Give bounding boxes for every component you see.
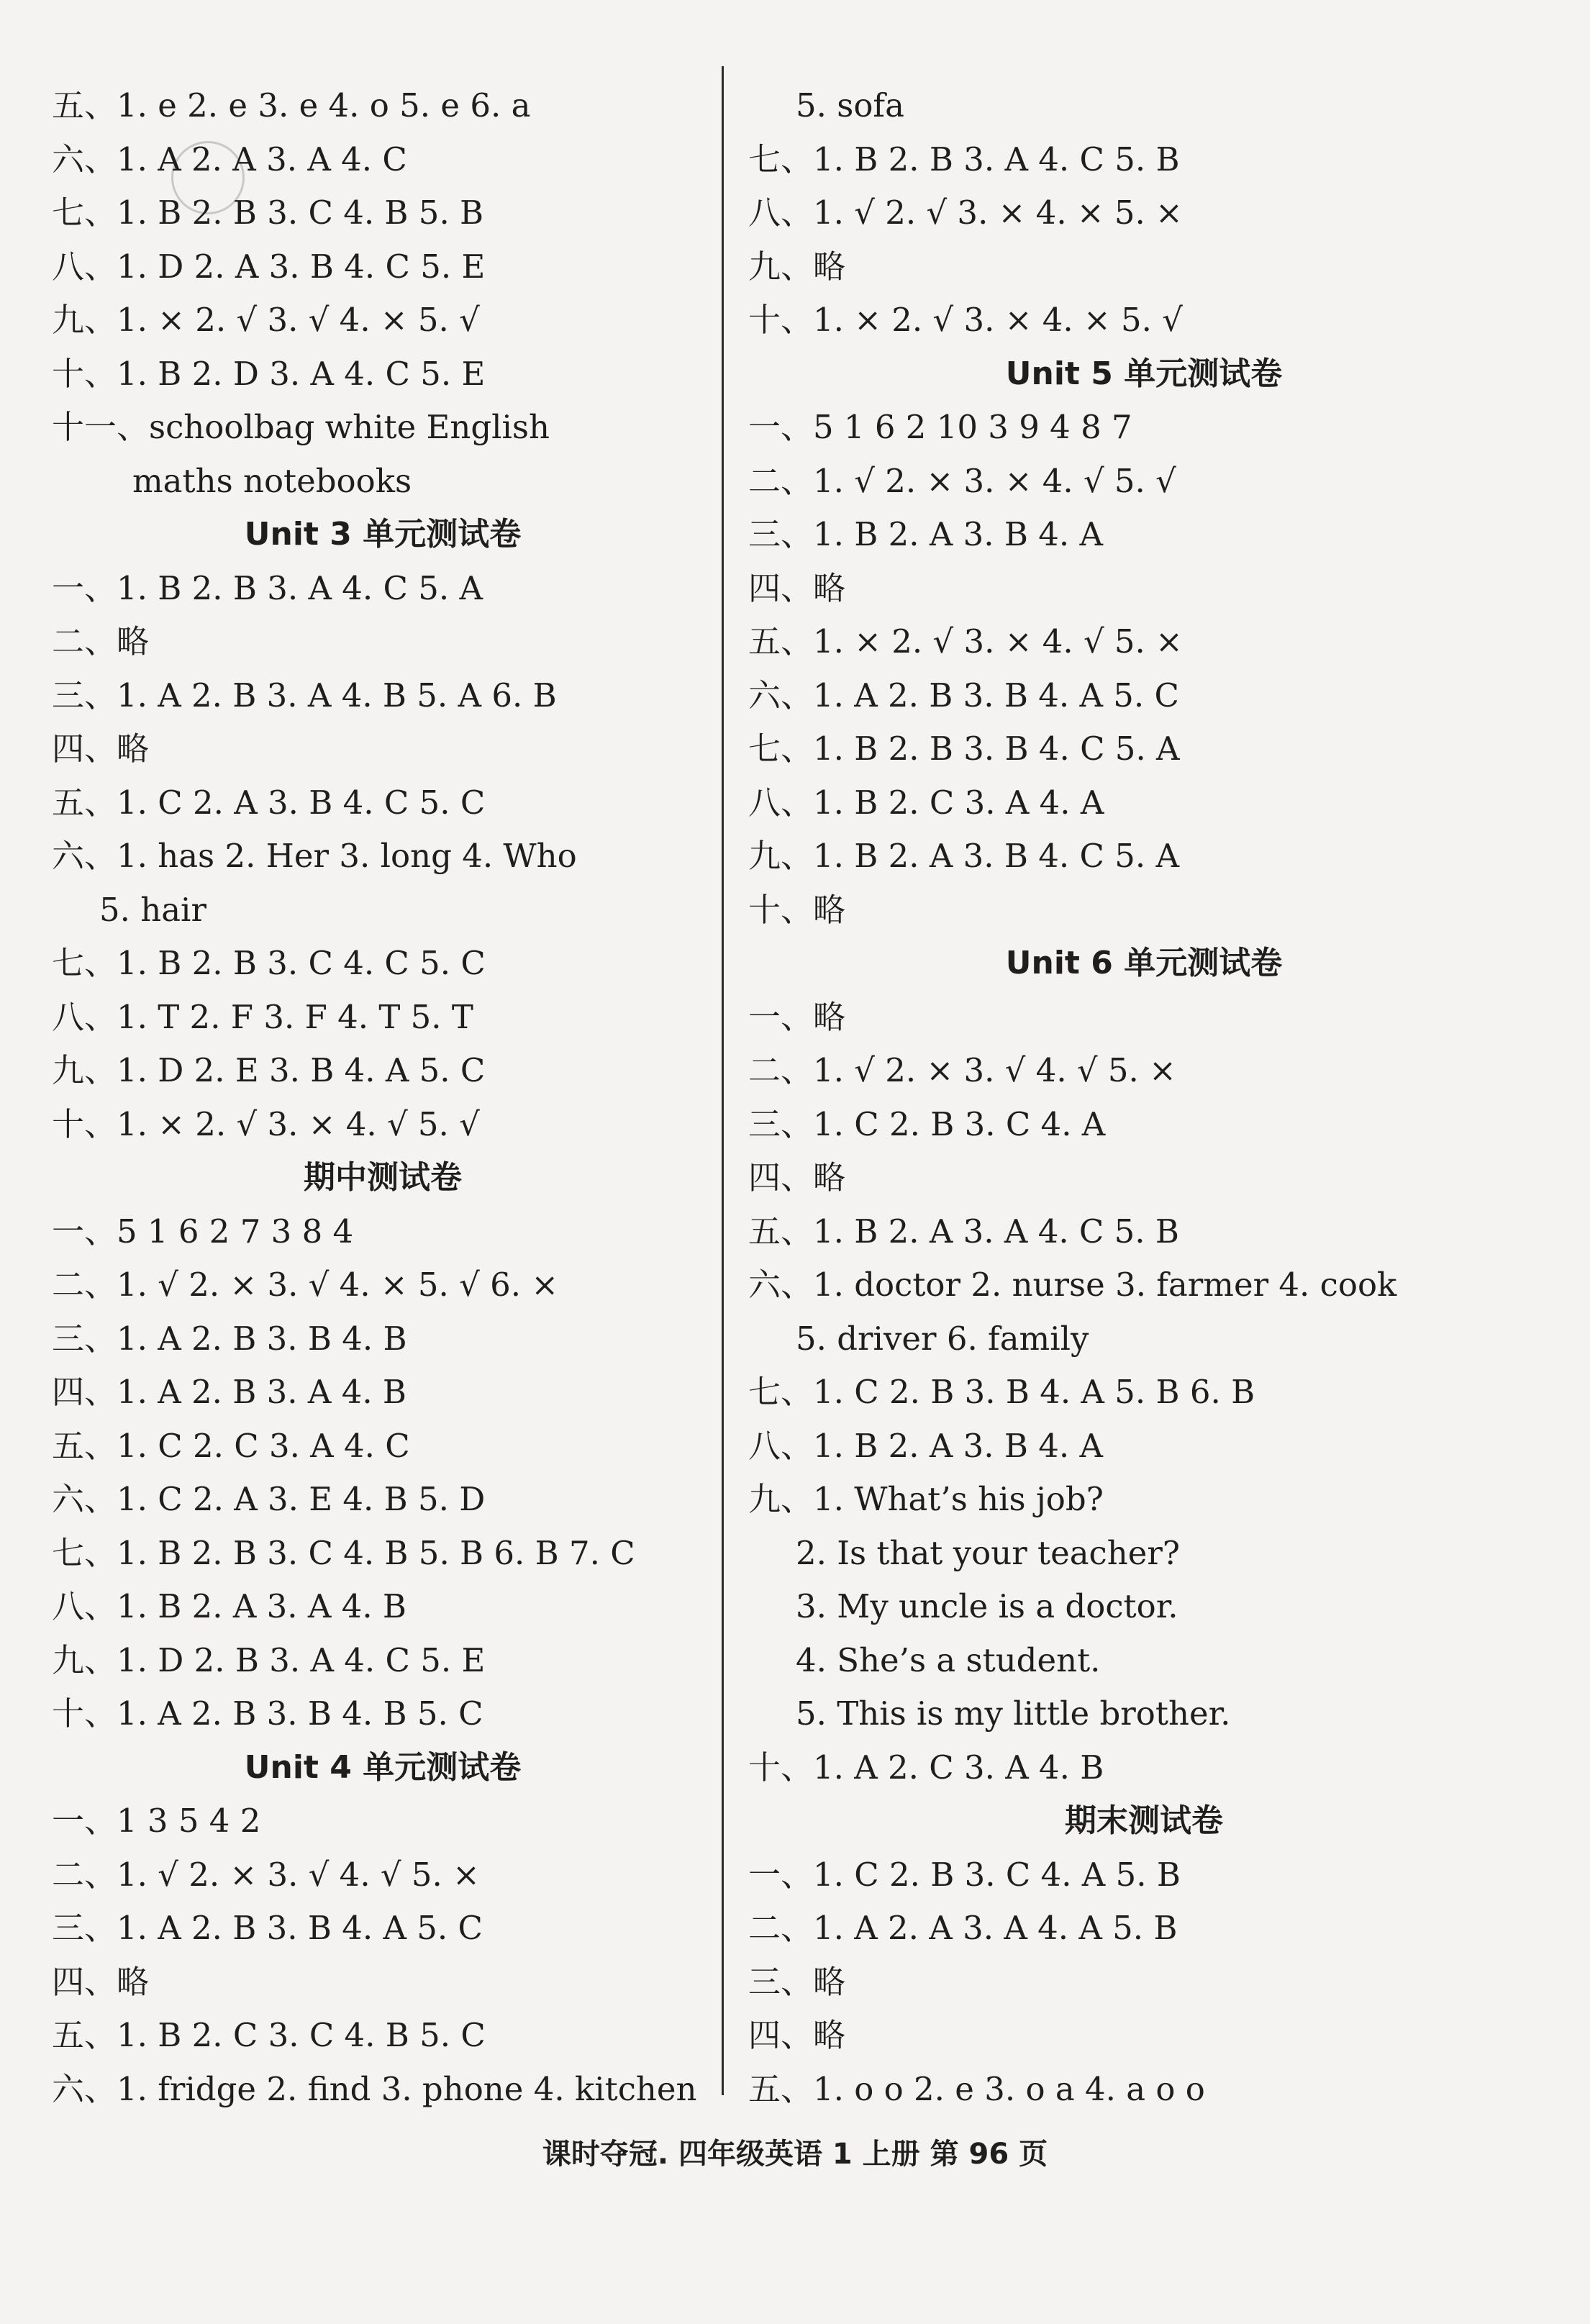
answer-line: 七、1. B 2. B 3. C 4. B 5. B (52, 194, 484, 232)
answer-line: 5. sofa (796, 86, 904, 124)
section-heading: 期末测试卷 (1065, 1802, 1223, 1839)
answer-line: 四、略 (748, 568, 846, 607)
answer-line: 七、1. B 2. B 3. A 4. C 5. B (748, 140, 1180, 178)
answer-line: 2. Is that your teacher? (796, 1533, 1181, 1572)
answer-line: 一、5 1 6 2 10 3 9 4 8 7 (748, 408, 1132, 446)
answer-line: 五、1. C 2. A 3. B 4. C 5. C (52, 783, 486, 822)
answer-line: 二、1. √ 2. × 3. × 4. √ 5. √ (748, 461, 1176, 500)
answer-line: 六、1. has 2. Her 3. long 4. Who (52, 837, 577, 875)
answer-line: 一、1 3 5 4 2 (52, 1802, 261, 1840)
answer-line: 九、1. What’s his job? (748, 1480, 1104, 1518)
answer-line: 二、略 (52, 622, 150, 661)
answer-line: 三、1. A 2. B 3. B 4. A 5. C (52, 1909, 483, 1947)
answer-line: 十、1. B 2. D 3. A 4. C 5. E (52, 354, 486, 393)
answer-line: 十、1. A 2. C 3. A 4. B (748, 1748, 1104, 1787)
answer-line: 一、1. B 2. B 3. A 4. C 5. A (52, 568, 483, 607)
left-column (52, 79, 714, 2116)
answer-line: 五、1. o o 2. e 3. o a 4. a o o (748, 2069, 1205, 2108)
answer-line: maths notebooks (132, 461, 412, 500)
answer-line: 五、1. × 2. √ 3. × 4. √ 5. × (748, 622, 1183, 661)
answer-line: 八、1. B 2. C 3. A 4. A (748, 783, 1104, 822)
answer-line: 九、1. × 2. √ 3. √ 4. × 5. √ (52, 301, 480, 339)
answer-line: 二、1. √ 2. × 3. √ 4. × 5. √ 6. × (52, 1266, 559, 1304)
answer-line: 六、1. doctor 2. nurse 3. farmer 4. cook (748, 1266, 1397, 1304)
answer-line: 九、1. B 2. A 3. B 4. C 5. A (748, 837, 1179, 875)
answer-line: 十、1. A 2. B 3. B 4. B 5. C (52, 1694, 483, 1733)
answer-line: 三、1. A 2. B 3. A 4. B 5. A 6. B (52, 676, 557, 714)
answer-line: 七、1. B 2. B 3. B 4. C 5. A (748, 730, 1180, 768)
answer-line: 五、1. e 2. e 3. e 4. o 5. e 6. a (52, 86, 531, 124)
answer-line: 四、略 (52, 730, 150, 768)
answer-line: 八、1. B 2. A 3. A 4. B (52, 1587, 407, 1625)
answer-line: 七、1. B 2. B 3. C 4. B 5. B 6. B 7. C (52, 1533, 635, 1572)
answer-line: 九、1. D 2. B 3. A 4. C 5. E (52, 1640, 486, 1679)
answer-line: 四、略 (748, 1158, 846, 1197)
answer-line: 十一、schoolbag white English (52, 408, 550, 446)
answer-line: 九、1. D 2. E 3. B 4. A 5. C (52, 1051, 486, 1089)
answer-line: 二、1. A 2. A 3. A 4. A 5. B (748, 1909, 1178, 1947)
answer-line: 三、略 (748, 1962, 846, 2001)
answer-line: 一、5 1 6 2 7 3 8 4 (52, 1212, 354, 1250)
page-footer: 课时夺冠. 四年级英语 1 上册 第 96 页 (542, 2138, 1048, 2171)
answer-line: 八、1. √ 2. √ 3. × 4. × 5. × (748, 194, 1183, 232)
section-heading: Unit 4 单元测试卷 (244, 1748, 522, 1786)
answer-line: 5. driver 6. family (796, 1319, 1089, 1358)
answer-line: 四、略 (748, 2016, 846, 2054)
answer-line: 八、1. B 2. A 3. B 4. A (748, 1426, 1104, 1465)
answer-line: 十、略 (748, 890, 846, 929)
answer-line: 5. hair (99, 890, 206, 929)
column-divider (722, 66, 724, 2095)
answer-line: 四、1. A 2. B 3. A 4. B (52, 1373, 407, 1411)
answer-line: 七、1. B 2. B 3. C 4. C 5. C (52, 944, 486, 982)
answer-line: 二、1. √ 2. × 3. √ 4. √ 5. × (748, 1051, 1176, 1089)
answer-line: 4. She’s a student. (796, 1640, 1101, 1679)
answer-line: 三、1. A 2. B 3. B 4. B (52, 1319, 407, 1358)
answer-line: 三、1. B 2. A 3. B 4. A (748, 515, 1104, 553)
section-heading: Unit 5 单元测试卷 (1005, 355, 1283, 392)
answer-line: 六、1. C 2. A 3. E 4. B 5. D (52, 1480, 486, 1518)
answer-line: 一、略 (748, 997, 846, 1036)
answer-line: 5. This is my little brother. (796, 1694, 1231, 1733)
answer-line: 五、1. B 2. C 3. C 4. B 5. C (52, 2016, 486, 2054)
answer-line: 一、1. C 2. B 3. C 4. A 5. B (748, 1855, 1181, 1894)
section-heading: Unit 6 单元测试卷 (1005, 945, 1283, 981)
answer-line: 八、1. T 2. F 3. F 4. T 5. T (52, 997, 473, 1036)
answer-line: 八、1. D 2. A 3. B 4. C 5. E (52, 247, 486, 286)
answer-line: 二、1. √ 2. × 3. √ 4. √ 5. × (52, 1855, 480, 1894)
answer-line: 四、略 (52, 1962, 150, 2001)
answer-line: 3. My uncle is a doctor. (796, 1587, 1178, 1625)
answer-line: 六、1. A 2. A 3. A 4. C (52, 140, 407, 178)
answer-line: 五、1. B 2. A 3. A 4. C 5. B (748, 1212, 1179, 1250)
answer-line: 五、1. C 2. C 3. A 4. C (52, 1426, 410, 1465)
answer-line: 十、1. × 2. √ 3. × 4. √ 5. √ (52, 1104, 480, 1143)
section-heading: 期中测试卷 (304, 1159, 462, 1196)
answer-line: 三、1. C 2. B 3. C 4. A (748, 1104, 1106, 1143)
section-heading: Unit 3 单元测试卷 (244, 516, 522, 553)
answer-line: 六、1. A 2. B 3. B 4. A 5. C (748, 676, 1179, 714)
right-column (748, 79, 1540, 2116)
answer-line: 七、1. C 2. B 3. B 4. A 5. B 6. B (748, 1373, 1255, 1411)
answer-line: 六、1. fridge 2. find 3. phone 4. kitchen (52, 2069, 697, 2108)
answer-line: 九、略 (748, 247, 846, 286)
answer-line: 十、1. × 2. √ 3. × 4. × 5. √ (748, 301, 1183, 339)
